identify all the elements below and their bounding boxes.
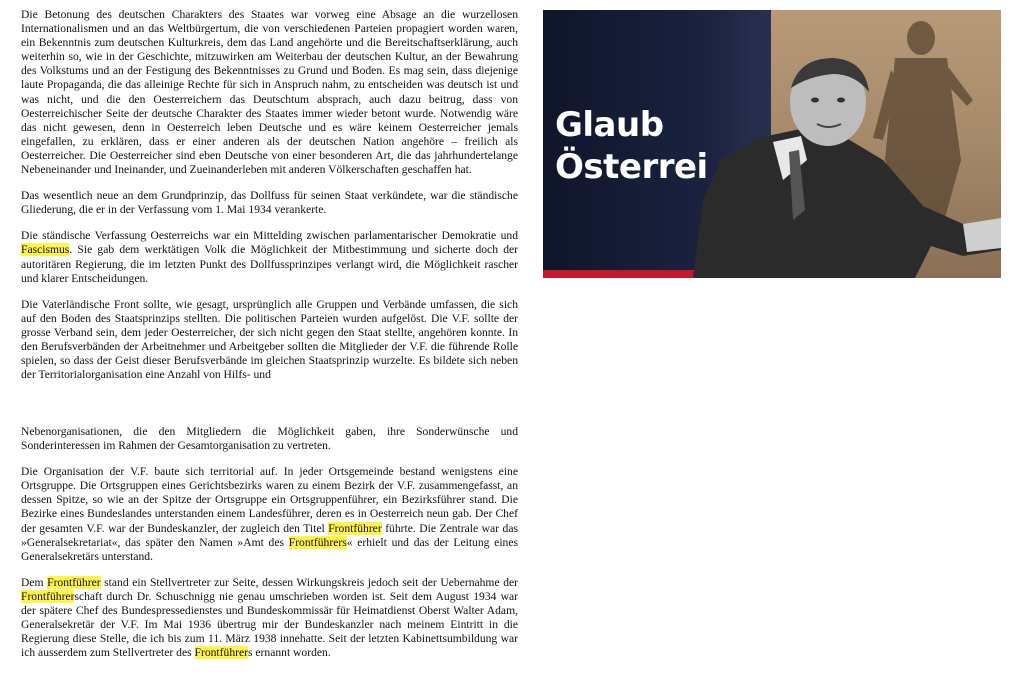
poster-slogan-line: Glaub [555,105,664,145]
text-run: stand ein Stellvertreter zur Seite, dessen Wirkungskreis jedoch seit der Uebernahme der [100,575,518,589]
collage-image [543,10,1001,278]
paragraph [21,229,518,285]
paragraph [21,576,518,661]
text-run: « erhielt und das der Leitung eines Generalsekretärs unterstand. [21,535,518,563]
text-run: führte. Die Zentrale war das »Generalsekretariat«, das später den Namen »Amt des [21,521,518,549]
text-run: schaft durch Dr. Schuschnigg nie genau umschrieben worden ist. Seit dem August 1934 war der spätere Chef des Bundespressedienstes und Bundeskommissär für Heimatdienst Oberst Walter Adam, Generalsekretär der V.F. Im Mai 1936 übertrug mir der Bundeskanzler nach meinem Eintritt in die Regierung diese Stelle, die ich bis zum 11. März 1938 innehatte. Seit der letzten Kabinettsumbildung war ich ausserdem zum Stellvertreter des [21,589,518,660]
paragraph: Die Betonung des deutschen Charakters des Staates war vorweg eine Absage an die wurzellosen Internationalismen und an das Weltbürgertum, die von verschiedenen Parteien propagiert worden waren, ein Bekenntnis zum deutschen Kulturkreis, dem das Land angehörte und die Bereitschaftserklärung, auch weiterhin so, wie in der Geschichte, mitzuwirken am Weiterbau der deutschen Kultur, an der Bewahrung des Volkstums und an der Festigung des Bekenntnisses zu Grund und Boden. Es mag sein, dass diejenige laute Propaganda, die das alleinige Rechte für sich in Anspruch nahm, zu entscheiden was deutsch ist und was nicht, und die den Oesterreichern das Deutschtum absprach, auch dazu beitrug, dass von Oesterreichischer Seite der deutsche Charakter des Staates immer wieder betont wurde. Notwendig wäre das nicht gewesen, denn in Oesterreich leben Deutsche und es wäre keinem Oesterreicher jemals eingefallen, zu erklären, dass er einer anderen als der deutschen Nation angehöre – freilich als Oesterreicher. Die Oesterreicher sind eben Deutsche von einer besonderen Art, die das jahrhundertelange Nebeneinander und Ineinander, und Zueinanderleben mit anderen Völkerschaften geschaffen hat. [21,8,518,177]
text-run: s ernannt worden. [247,646,331,660]
highlighted-term: Fascismus [21,243,70,257]
highlighted-term: Frontführer [21,589,75,603]
highlighted-term: Frontführer [328,521,382,535]
paragraph: Die Vaterländische Front sollte, wie gesagt, ursprünglich alle Gruppen und Verbände umfassen, die sich auf den Boden des Staatsprinzips stellten. Die politischen Parteien wurden aufgelöst. Die V.F. sollte der grosse Verband sein, dem jeder Oesterreicher, der sich nicht gegen den Staat stellte, angehören konnte. In den Berufsverbänden der Arbeitnehmer und Arbeitgeber sollten die Mitglieder der V.F. die führende Rolle spielen, so dass der Geist dieser Berufsverbände im gleichen Staatsprinzip wurzelte. Es bildete sich neben der Territorialorganisation eine Anzahl von Hilfs- und [21,297,518,382]
highlighted-term: Frontführer [194,646,248,660]
paragraph: Nebenorganisationen, die den Mitgliedern die Möglichkeit gaben, ihre Sonderwünsche und Sonderinteressen im Rahmen der Gesamtorganisation zu vertreten. [21,425,518,453]
text-run: Dem [21,575,48,589]
highlighted-term: Frontführers [288,535,347,549]
text-run: . Sie gab dem werktätigen Volk die Möglichkeit der Mitbestimmung und sicherte doch der autoritären Regierung, die im letzten Punkt des Dollfussprinzipes verlangt wird, die Möglichkeit rascher und klarer Entscheidungen. [21,243,518,285]
text-run: Die Organisation der V.F. baute sich territorial auf. In jeder Ortsgemeinde bestand wenigstens eine Ortsgruppe. Die Ortsgruppen eines Gerichtsbezirks waren zu einem Bezirk der V.F. zusammengefasst, an dessen Spitze, so wie an der Spitze der Ortsgruppe ein Ortsgruppenführer, ein Bezirksführer stand. Die Bezirke eines Bundeslandes unterstanden einem Landesführer, deren es in Oesterreich neun gab. Der Chef der gesamten V.F. war der Bundeskanzler, der zugleich den Titel [21,465,518,535]
paragraph [21,465,518,564]
text-run: Die ständische Verfassung Oesterreichs war ein Mittelding zwischen parlamentarischer Demokratie und [21,229,518,243]
text-column-continued [21,425,518,660]
poster-slogan-line: Österrei [555,147,708,187]
highlighted-term: Frontführer [47,575,101,589]
text-column-left [21,8,518,382]
figures-illustration [543,10,1001,278]
paragraph: Das wesentlich neue an dem Grundprinzip, das Dollfuss für seinen Staat verkündete, war die ständische Gliederung, die er in der Verfassung vom 1. Mai 1934 verankerte. [21,189,518,217]
